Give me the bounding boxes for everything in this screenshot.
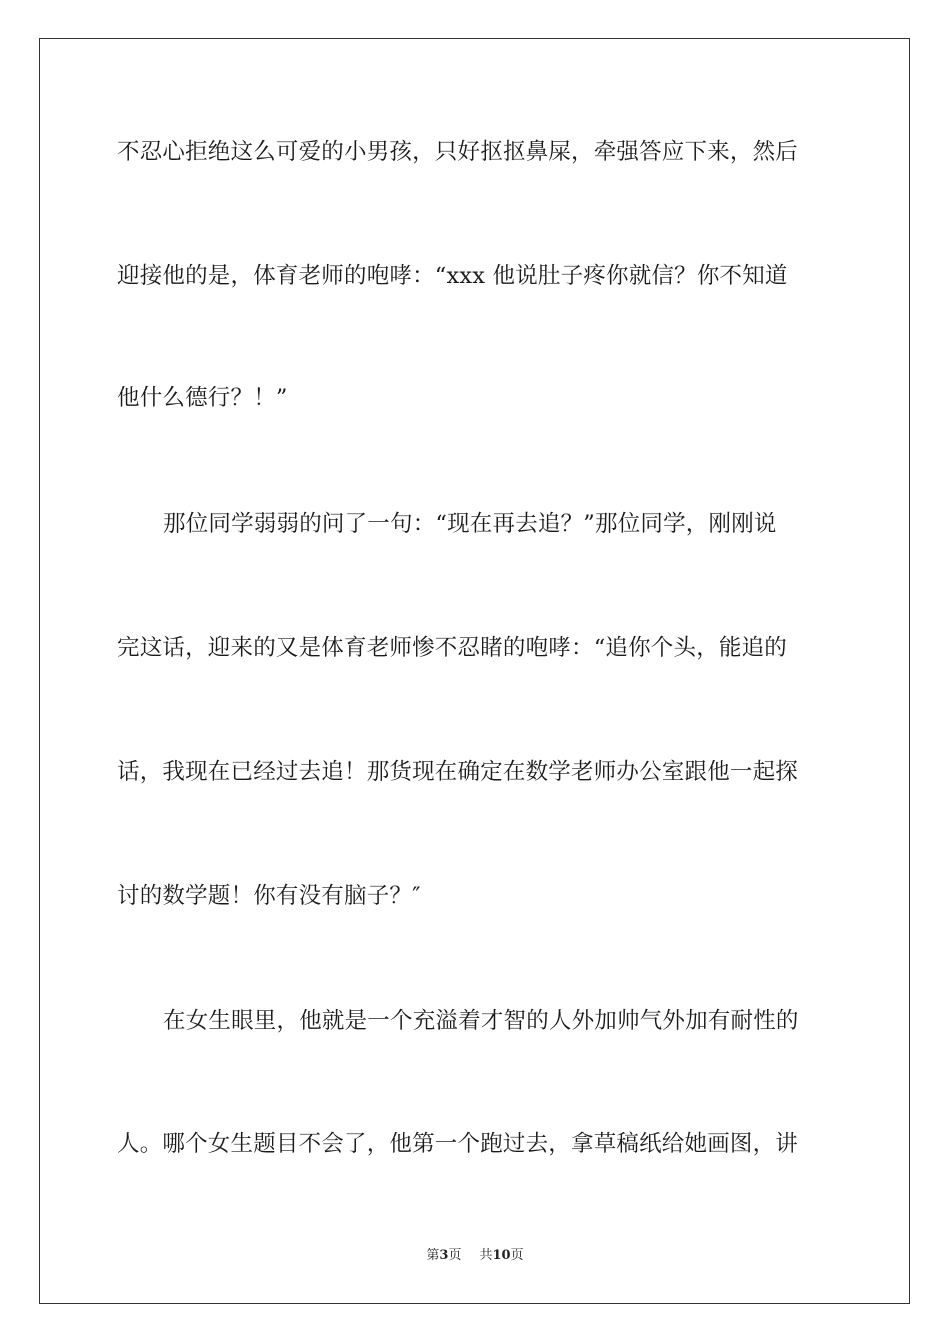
text-line-5: 完这话，迎来的又是体育老师惨不忍睹的咆哮：“追你个头，能追的: [117, 635, 788, 661]
total-suffix: 页: [510, 1248, 524, 1263]
text-line-9: 人。哪个女生题目不会了，他第一个跑过去，拿草稿纸给她画图，讲: [117, 1131, 799, 1157]
page-prefix: 第: [426, 1248, 440, 1263]
text-line-3: 他什么德行？！”: [117, 385, 288, 411]
total-prefix: 共: [479, 1248, 493, 1263]
page-current: 3: [439, 1248, 449, 1263]
page-border: [39, 38, 910, 1304]
text-line-7: 讨的数学题！你有没有脑子？″: [117, 883, 421, 909]
page-total: 10: [492, 1248, 511, 1263]
page-suffix: 页: [448, 1248, 462, 1263]
text-line-4: 那位同学弱弱的问了一句：“现在再去追？”那位同学，刚刚说: [163, 511, 777, 537]
text-line-1: 不忍心拒绝这么可爱的小男孩，只好抠抠鼻屎，牵强答应下来，然后: [117, 139, 799, 165]
page-footer: [0, 1247, 950, 1265]
text-line-2: 迎接他的是，体育老师的咆哮：“xxx 他说肚子疼你就信？你不知道: [117, 263, 788, 289]
text-line-6: 话，我现在已经过去追！那货现在确定在数学老师办公室跟他一起探: [117, 759, 799, 785]
text-line-8: 在女生眼里，他就是一个充溢着才智的人外加帅气外加有耐性的: [163, 1008, 799, 1034]
